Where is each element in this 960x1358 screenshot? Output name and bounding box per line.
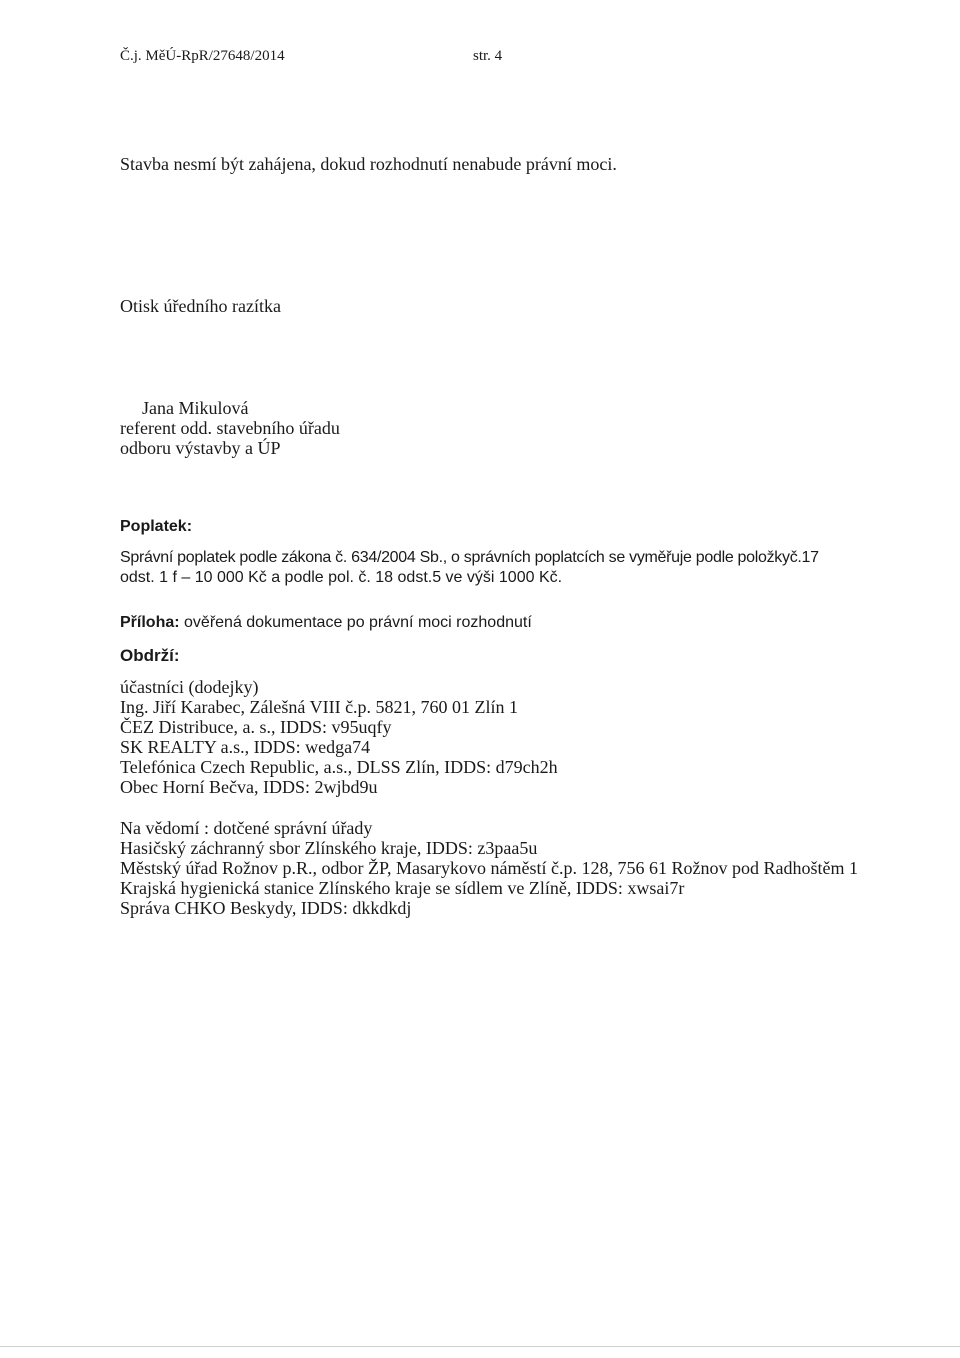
signatory-role: referent odd. stavebního úřadu: [120, 418, 340, 438]
page-number: str. 4: [473, 48, 503, 64]
notice-item: Městský úřad Rožnov p.R., odbor ŽP, Masarykovo náměstí č.p. 128, 756 61 Rožnov pod Radhoštěm 1: [120, 858, 858, 878]
fee-line-1: Správní poplatek podle zákona č. 634/2004 Sb., o správních poplatcích se vyměřuje podle položkyč.17: [120, 549, 819, 566]
recipient-item: Telefónica Czech Republic, a.s., DLSS Zlín, IDDS: d79ch2h: [120, 757, 558, 777]
signatory-department: odboru výstavby a ÚP: [120, 438, 281, 458]
signatory-name: Jana Mikulová: [142, 398, 249, 418]
fee-heading: Poplatek:: [120, 518, 193, 535]
recipient-item: Obec Horní Bečva, IDDS: 2wjbd9u: [120, 777, 378, 797]
document-reference: Č.j. MěÚ-RpR/27648/2014: [120, 48, 285, 64]
recipients-subheading: účastníci (dodejky): [120, 677, 259, 697]
stamp-label: Otisk úředního razítka: [120, 296, 281, 316]
page-bottom-rule: [0, 1346, 960, 1347]
notice-item: Krajská hygienická stanice Zlínského kraje se sídlem ve Zlíně, IDDS: xwsai7r: [120, 878, 685, 898]
recipient-item: Ing. Jiří Karabec, Zálešná VIII č.p. 5821, 760 01 Zlín 1: [120, 697, 519, 717]
attachment-line: [120, 614, 532, 632]
recipient-item: ČEZ Distribuce, a. s., IDDS: v95uqfy: [120, 717, 392, 737]
notice-item: Správa CHKO Beskydy, IDDS: dkkdkdj: [120, 898, 412, 918]
notice-heading: Na vědomí : dotčené správní úřady: [120, 818, 373, 838]
signatory-block: [120, 398, 340, 458]
construction-statement: Stavba nesmí být zahájena, dokud rozhodnutí nenabude právní moci.: [120, 154, 617, 174]
recipients-heading: Obdrží:: [120, 646, 180, 665]
recipient-item: SK REALTY a.s., IDDS: wedga74: [120, 737, 371, 757]
fee-text: [120, 548, 819, 588]
notice-item: Hasičský záchranný sbor Zlínského kraje, IDDS: z3paa5u: [120, 838, 538, 858]
attachment-label: Příloha:: [120, 614, 180, 631]
recipients-list: [120, 677, 558, 797]
fee-line-2: odst. 1 f – 10 000 Kč a podle pol. č. 18 odst.5 ve výši 1000 Kč.: [120, 569, 563, 586]
attachment-text: ověřená dokumentace po právní moci rozhodnutí: [184, 614, 532, 631]
notice-list: [120, 818, 858, 918]
